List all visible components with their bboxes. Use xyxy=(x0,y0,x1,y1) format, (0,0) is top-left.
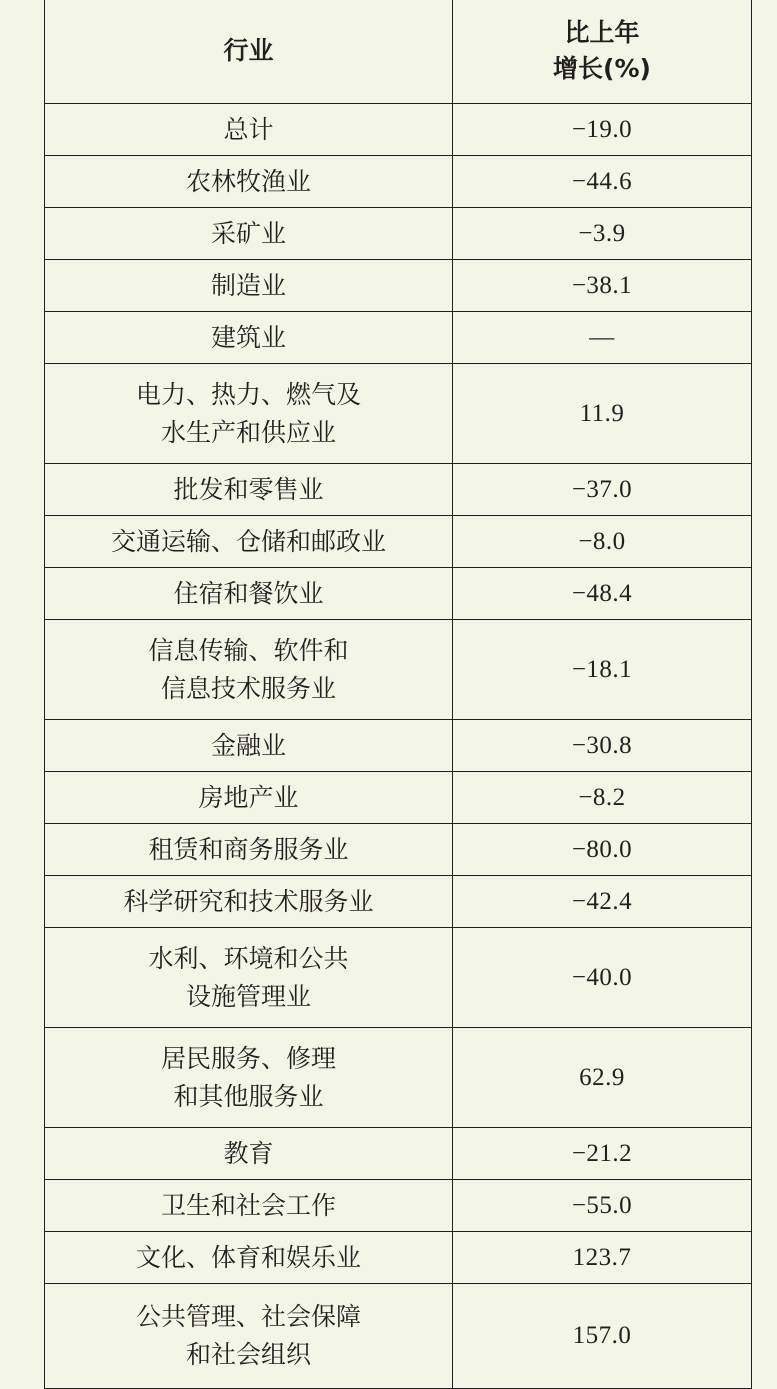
industry-cell xyxy=(45,156,453,208)
industry-cell xyxy=(45,876,453,928)
industry-cell xyxy=(45,1232,453,1284)
growth-value-cell: −48.4 xyxy=(453,568,752,620)
industry-name-line: 信息技术服务业 xyxy=(160,673,336,703)
growth-value-cell: −8.0 xyxy=(453,516,752,568)
industry-name-line: 采矿业 xyxy=(210,218,286,248)
industry-name-line: 和社会组织 xyxy=(185,1340,311,1369)
industry-name-line: 租赁和商务服务业 xyxy=(148,834,349,864)
table-row xyxy=(45,1128,752,1180)
growth-value-cell: −19.0 xyxy=(453,104,752,156)
table-row xyxy=(45,464,752,516)
growth-value-cell: 123.7 xyxy=(453,1232,752,1284)
industry-cell xyxy=(45,1128,453,1180)
table-row xyxy=(45,1232,752,1284)
table-body xyxy=(45,104,752,1389)
growth-value-cell: −8.2 xyxy=(453,772,752,824)
industry-cell xyxy=(45,364,453,464)
table-row xyxy=(45,772,752,824)
table-row xyxy=(45,620,752,720)
header-growth xyxy=(453,0,752,104)
industry-growth-table xyxy=(44,0,752,1389)
table-row xyxy=(45,1028,752,1128)
industry-cell xyxy=(45,620,453,720)
table-row xyxy=(45,1284,752,1389)
industry-cell xyxy=(45,464,453,516)
industry-name-line: 金融业 xyxy=(210,730,286,760)
growth-value-cell: −3.9 xyxy=(453,208,752,260)
industry-name-line: 农林牧渔业 xyxy=(185,166,311,196)
table-row xyxy=(45,928,752,1028)
industry-name-line: 信息传输、软件和 xyxy=(148,635,349,665)
industry-name-line: 教育 xyxy=(223,1138,274,1168)
growth-value-cell: 157.0 xyxy=(453,1284,752,1389)
growth-value-cell: −80.0 xyxy=(453,824,752,876)
header-growth-line2: 增长(%) xyxy=(553,54,651,83)
industry-cell xyxy=(45,260,453,312)
industry-cell xyxy=(45,1028,453,1128)
industry-name-line: 制造业 xyxy=(210,270,286,300)
industry-cell xyxy=(45,312,453,364)
table-row xyxy=(45,876,752,928)
table-row xyxy=(45,156,752,208)
table-header-row xyxy=(45,0,752,104)
table-row xyxy=(45,516,752,568)
growth-value-cell: −18.1 xyxy=(453,620,752,720)
industry-cell xyxy=(45,208,453,260)
industry-name-line: 居民服务、修理 xyxy=(160,1043,336,1073)
growth-value-cell: −42.4 xyxy=(453,876,752,928)
industry-name-line: 设施管理业 xyxy=(185,981,311,1011)
growth-value-cell: −30.8 xyxy=(453,720,752,772)
industry-cell xyxy=(45,928,453,1028)
table-row xyxy=(45,260,752,312)
industry-name-line: 批发和零售业 xyxy=(173,474,324,504)
growth-value-cell: −44.6 xyxy=(453,156,752,208)
industry-name-line: 卫生和社会工作 xyxy=(160,1190,336,1220)
growth-value-cell: 62.9 xyxy=(453,1028,752,1128)
industry-cell xyxy=(45,772,453,824)
industry-name-line: 电力、热力、燃气及 xyxy=(135,379,361,409)
industry-name-line: 公共管理、社会保障 xyxy=(135,1302,361,1331)
industry-name-line: 文化、体育和娱乐业 xyxy=(135,1242,361,1272)
industry-name-line: 水利、环境和公共 xyxy=(148,943,349,973)
growth-value-cell: −38.1 xyxy=(453,260,752,312)
growth-value-cell: 11.9 xyxy=(453,364,752,464)
industry-name-line: 和其他服务业 xyxy=(173,1081,324,1111)
industry-cell xyxy=(45,824,453,876)
industry-cell xyxy=(45,516,453,568)
industry-name-line: 科学研究和技术服务业 xyxy=(123,886,374,916)
industry-name-line: 房地产业 xyxy=(198,782,299,812)
growth-value-cell: −21.2 xyxy=(453,1128,752,1180)
growth-value-cell: −40.0 xyxy=(453,928,752,1028)
header-growth-line1: 比上年 xyxy=(564,18,640,47)
header-industry: 行业 xyxy=(45,0,453,104)
industry-growth-table-container xyxy=(44,0,751,1389)
growth-value-cell: −55.0 xyxy=(453,1180,752,1232)
table-row xyxy=(45,824,752,876)
table-row xyxy=(45,104,752,156)
industry-cell xyxy=(45,1180,453,1232)
table-row xyxy=(45,1180,752,1232)
table-row xyxy=(45,208,752,260)
industry-cell xyxy=(45,104,453,156)
industry-name-line: 水生产和供应业 xyxy=(160,417,336,447)
growth-value-cell: −37.0 xyxy=(453,464,752,516)
industry-name-line: 住宿和餐饮业 xyxy=(173,578,324,608)
industry-cell xyxy=(45,568,453,620)
industry-name-line: 总计 xyxy=(223,114,274,144)
table-row xyxy=(45,568,752,620)
table-row xyxy=(45,312,752,364)
industry-name-line: 建筑业 xyxy=(210,322,286,352)
industry-cell xyxy=(45,1284,453,1389)
growth-value-cell: — xyxy=(453,312,752,364)
table-row xyxy=(45,720,752,772)
table-row xyxy=(45,364,752,464)
industry-name-line: 交通运输、仓储和邮政业 xyxy=(110,526,386,556)
industry-cell xyxy=(45,720,453,772)
